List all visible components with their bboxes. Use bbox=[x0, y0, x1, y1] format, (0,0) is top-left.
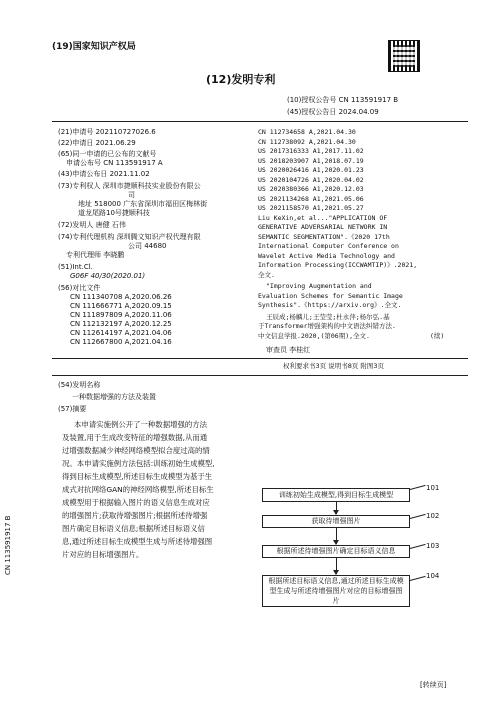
biblio-line: CN 112667800 A,2021.04.16 bbox=[70, 338, 172, 346]
section-divider-2 bbox=[52, 375, 468, 376]
abstract-line: 得到目标生成模型,所述目标生成模型为基于生 bbox=[62, 472, 213, 481]
reference-line: CN 112738092 A,2021.04.30 bbox=[258, 137, 356, 146]
invention-title: 一种数据增强的方法及装置 bbox=[72, 393, 156, 401]
biblio-line: G06F 40/30(2020.01) bbox=[70, 272, 146, 280]
abstract-line: 成模型用于根据输入图片的语义信息生成对应 bbox=[62, 498, 210, 507]
reference-line: International Computer Conference on bbox=[258, 242, 399, 250]
reference-line: US 2018203907 A1,2018.07.19 bbox=[258, 156, 364, 165]
abstract-line: 成式对抗网络GAN的神经网络模型,所述目标生 bbox=[62, 485, 214, 494]
step-number-101: 101 bbox=[426, 484, 440, 492]
reference-line: 全文. bbox=[258, 270, 275, 279]
flow-step-104: 根据所述目标语义信息,通过所述目标生成模型生成与所述待增强图片对应的目标增强图片 bbox=[262, 575, 410, 607]
side-publication-label: CN 113591917 B bbox=[4, 515, 12, 575]
reference-line: Evaluation Schemes for Semantic Image bbox=[258, 291, 403, 300]
abstract-line: 过增强数据减少神经网络模型拟合度过高的情 bbox=[62, 446, 210, 455]
reference-line: SEMANTIC SEGMENTATION".《2020 17th bbox=[258, 232, 390, 241]
flow-arrow bbox=[336, 528, 337, 544]
biblio-line: CN 111666771 A,2020.09.15 bbox=[70, 302, 172, 310]
abstract-line: 息,通过所述目标生成模型生成与所述待增强图 bbox=[62, 537, 213, 546]
reference-line: US 2020104726 A1,2020.04.02 bbox=[258, 175, 364, 184]
biblio-line: 司 bbox=[128, 191, 135, 199]
biblio-line: 道龙尾路10号捷顺科技 bbox=[78, 209, 150, 217]
abstract-line: 图片确定目标语义信息;根据所述目标语义信 bbox=[62, 524, 205, 533]
biblio-line: 公司 44680 bbox=[128, 242, 167, 250]
reference-line: Liu KeXin,et al..."APPLICATION OF bbox=[258, 213, 388, 222]
reference-line: US 2020380366 A1,2020.12.03 bbox=[258, 185, 364, 193]
leader-line bbox=[410, 514, 426, 519]
biblio-line: (73)专利权人 深圳市捷顺科技实业股份有限公 bbox=[58, 182, 201, 190]
reference-line: 王辰成;杨麟儿;王莹莹;杜永萍;杨尔弘.基 bbox=[266, 312, 390, 321]
leader-line bbox=[410, 576, 426, 581]
biblio-line: CN 111897809 A,2020.11.06 bbox=[70, 311, 172, 319]
flow-step-102: 获取待增强图片 bbox=[262, 515, 410, 528]
abstract-label: (57)摘要 bbox=[58, 405, 87, 413]
biblio-line: (72)发明人 唐健 石伟 bbox=[58, 221, 126, 229]
reference-line: 于Transformer增强架构的中文语法纠错方法. bbox=[258, 322, 396, 330]
title-label: (54)发明名称 bbox=[58, 381, 101, 389]
flow-step-101: 训练初始生成模型,得到目标生成模型 bbox=[262, 488, 410, 502]
abstract-line: 的增强图片;获取待增强图片;根据所述待增强 bbox=[62, 511, 208, 520]
leader-line bbox=[410, 544, 426, 549]
publication-number: (10)授权公告号 CN 113591917 B bbox=[287, 96, 399, 104]
reference-line: Wavelet Active Media Technology and bbox=[258, 251, 395, 260]
biblio-line: (65)同一申请的已公布的文献号 bbox=[58, 150, 157, 158]
reference-line: US 2017316333 A1,2017.11.02 bbox=[258, 147, 364, 155]
flow-arrow bbox=[336, 502, 337, 514]
step-number-104: 104 bbox=[426, 572, 440, 580]
biblio-line: 地址 518000 广东省深圳市福田区梅林街 bbox=[78, 200, 208, 208]
biblio-line: (74)专利代理机构 深圳腾文知识产权代理有限 bbox=[58, 233, 201, 241]
abstract-line: 况。本申请实施例方法包括:训练初始生成模型, bbox=[62, 459, 215, 468]
abstract-line: 片对应的目标增强图片。 bbox=[62, 550, 144, 559]
right-references bbox=[258, 128, 468, 342]
leader-line bbox=[410, 485, 426, 490]
section-divider bbox=[52, 358, 468, 359]
abstract-line: 及装置,用于生成改变特征的增强数据,从而通 bbox=[62, 433, 208, 442]
page-counts: 权利要求书3页 说明书8页 附图3页 bbox=[283, 362, 385, 370]
continued-page-note: [转续页] bbox=[420, 681, 447, 689]
biblio-line: (51)Int.Cl. bbox=[58, 263, 93, 271]
reference-line: Synthesis".《https://arxiv.org》.全文. bbox=[258, 301, 402, 309]
office-name: (19)国家知识产权局 bbox=[52, 42, 136, 52]
abstract-line: 本申请实施例公开了一种数据增强的方法 bbox=[74, 420, 208, 429]
continued-marker: (续) bbox=[430, 332, 445, 340]
reference-line: Information Processing(ICCWAMTIP)》.2021, bbox=[258, 261, 418, 269]
document-type: (12)发明专利 bbox=[206, 73, 276, 86]
examiner: 审查员 李桂红 bbox=[266, 346, 311, 354]
left-biblio bbox=[58, 128, 268, 347]
reference-line: "Improving Augmentation and bbox=[266, 282, 372, 290]
flow-arrow bbox=[336, 558, 337, 574]
reference-line: 中文信息学报.2020,(第06期),全文. bbox=[258, 331, 370, 340]
biblio-line: (43)申请公布日 2021.11.02 bbox=[58, 170, 150, 178]
step-number-103: 103 bbox=[426, 542, 440, 550]
header-divider bbox=[52, 121, 468, 122]
abstract-text bbox=[62, 418, 252, 561]
step-number-102: 102 bbox=[426, 512, 440, 520]
biblio-line: CN 111340708 A,2020.06.26 bbox=[70, 293, 172, 301]
biblio-line: 专利代理师 李晓鹏 bbox=[66, 251, 125, 259]
reference-line: CN 112734658 A,2021.04.30 bbox=[258, 128, 356, 136]
biblio-line: (56)对比文件 bbox=[58, 284, 101, 292]
biblio-line: CN 112614197 A,2021.04.06 bbox=[70, 329, 172, 337]
reference-line: GENERATIVE ADVERSARIAL NETWORK IN bbox=[258, 223, 388, 231]
qr-code-icon bbox=[388, 40, 420, 72]
biblio-line: 申请公布号 CN 113591917 A bbox=[66, 159, 163, 167]
reference-line: US 2020026416 A1,2020.01.23 bbox=[258, 166, 364, 174]
reference-line: US 2021158570 A1,2021.05.27 bbox=[258, 204, 364, 212]
biblio-line: (21)申请号 202110727026.6 bbox=[58, 128, 156, 136]
flow-step-103: 根据所述待增强图片确定目标语义信息 bbox=[262, 545, 410, 558]
biblio-line: CN 112132197 A,2020.12.25 bbox=[70, 320, 172, 328]
reference-line: US 2021134268 A1,2021.05.06 bbox=[258, 194, 364, 203]
publication-date: (45)授权公告日 2024.04.09 bbox=[287, 108, 379, 116]
biblio-line: (22)申请日 2021.06.29 bbox=[58, 139, 136, 147]
